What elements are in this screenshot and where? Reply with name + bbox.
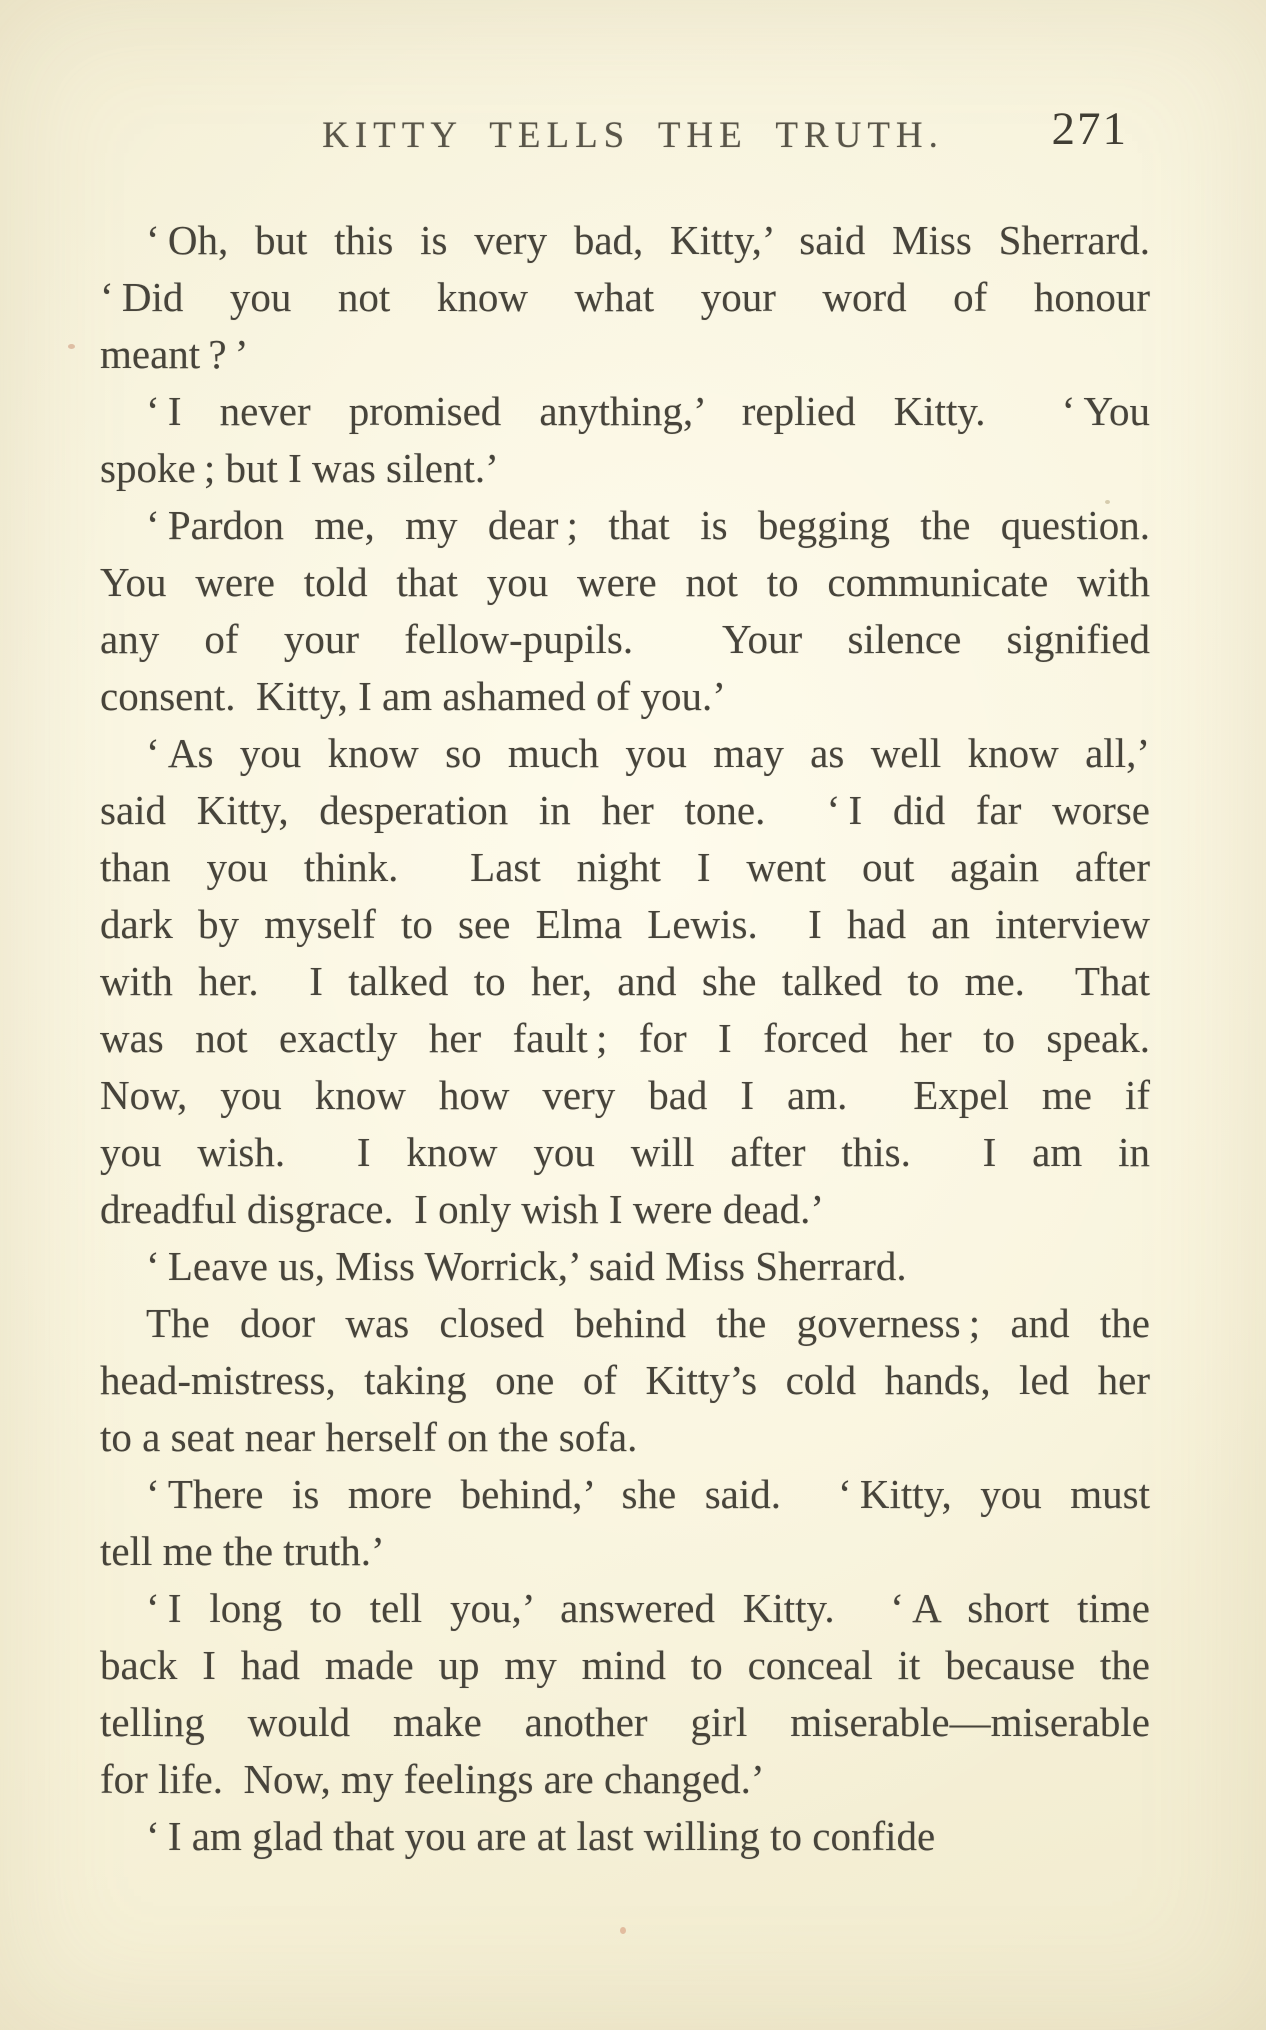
text-line: dreadful disgrace. I only wish I were dead.’	[100, 1186, 825, 1232]
page-body	[100, 212, 1150, 1865]
text-line: ‘ As you know so much you may as well know all,’	[146, 730, 1150, 776]
text-line: back I had made up my mind to conceal it because the	[100, 1642, 1150, 1688]
paper-speck	[620, 1927, 626, 1934]
text-line: ‘ Did you not know what your word of honour	[100, 274, 1150, 320]
text-line: ‘ Oh, but this is very bad, Kitty,’ said Miss Sherrard.	[146, 217, 1150, 263]
text-line: The door was closed behind the governess ; and the	[146, 1300, 1150, 1346]
page-number: 271	[1051, 103, 1128, 155]
text-line: ‘ I never promised anything,’ replied Kitty. ‘ You	[146, 388, 1150, 434]
text-line: for life. Now, my feelings are changed.’	[100, 1756, 765, 1802]
text-line: you wish. I know you will after this. I am in	[100, 1129, 1150, 1175]
running-head	[0, 103, 1266, 158]
text-line: You were told that you were not to communicate with	[100, 559, 1150, 605]
text-line: consent. Kitty, I am ashamed of you.’	[100, 673, 726, 719]
text-line: Now, you know how very bad I am. Expel me if	[100, 1072, 1150, 1118]
text-line: than you think. Last night I went out again after	[100, 844, 1150, 890]
text-line: ‘ I long to tell you,’ answered Kitty. ‘ A short time	[146, 1585, 1150, 1631]
text-line: dark by myself to see Elma Lewis. I had an interview	[100, 901, 1150, 947]
running-title: KITTY TELLS THE TRUTH.	[322, 115, 944, 156]
text-line: with her. I talked to her, and she talked to me. That	[100, 958, 1150, 1004]
text-line: ‘ I am glad that you are at last willing to confide	[146, 1813, 936, 1859]
text-line: any of your fellow-pupils. Your silence signified	[100, 616, 1150, 662]
text-line: ‘ Leave us, Miss Worrick,’ said Miss Sherrard.	[146, 1243, 907, 1289]
text-line: spoke ; but I was silent.’	[100, 445, 499, 491]
text-line: ‘ There is more behind,’ she said. ‘ Kitty, you must	[146, 1471, 1150, 1517]
text-line: said Kitty, desperation in her tone. ‘ I did far worse	[100, 787, 1150, 833]
text-line: head-mistress, taking one of Kitty’s cold hands, led her	[100, 1357, 1150, 1403]
text-line: ‘ Pardon me, my dear ; that is begging the question.	[146, 502, 1150, 548]
paper-speck	[68, 344, 75, 349]
text-line: meant ? ’	[100, 331, 249, 377]
text-line: tell me the truth.’	[100, 1528, 385, 1574]
text-line: to a seat near herself on the sofa.	[100, 1414, 638, 1460]
text-line: was not exactly her fault ; for I forced her to speak.	[100, 1015, 1150, 1061]
text-line: telling would make another girl miserable—miserable	[100, 1699, 1150, 1745]
